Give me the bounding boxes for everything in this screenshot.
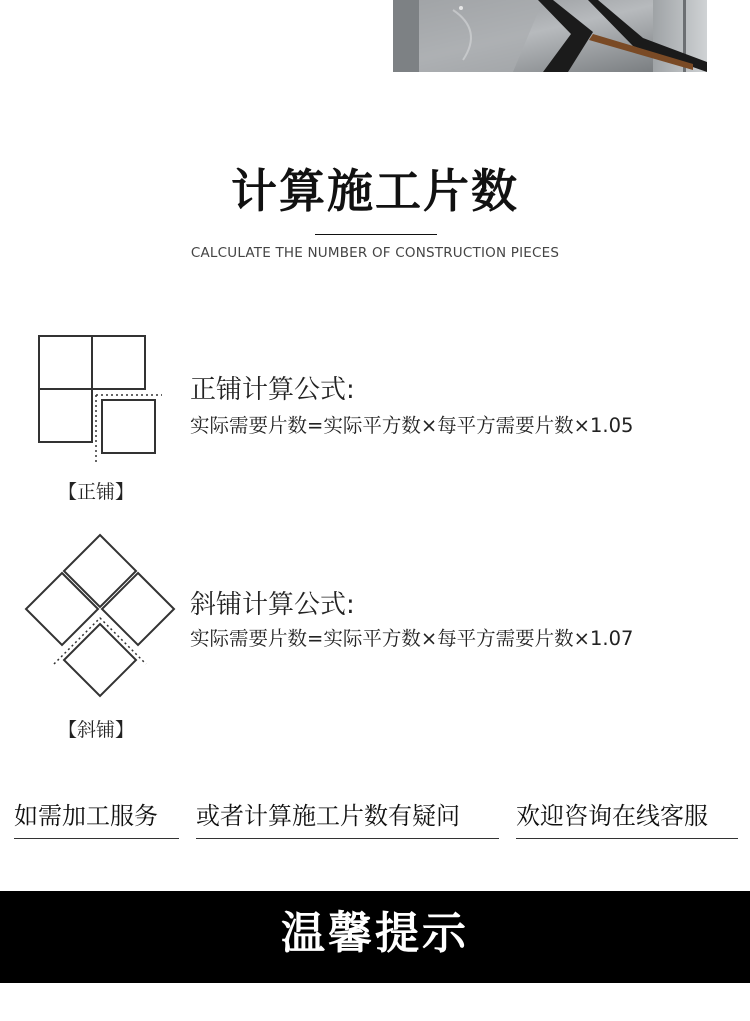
note-underline (516, 838, 738, 839)
diagonal-formula: 实际需要片数=实际平方数×每平方需要片数×1.07 (190, 627, 634, 650)
diagonal-formula-title: 斜铺计算公式: (190, 590, 355, 620)
straight-layout-diagram (30, 330, 170, 469)
diagonal-layout-diagram (20, 530, 180, 709)
note-processing-service: 如需加工服务 (14, 802, 158, 830)
note-underline (14, 838, 179, 839)
tips-banner-title: 温馨提示 (281, 908, 469, 959)
note-contact-support: 欢迎咨询在线客服 (516, 802, 708, 830)
note-calculation-question: 或者计算施工片数有疑问 (196, 802, 460, 830)
interior-photo (393, 0, 707, 72)
title-divider (315, 234, 437, 235)
straight-formula-title: 正铺计算公式: (190, 375, 355, 405)
note-underline (196, 838, 499, 839)
page-subtitle: CALCULATE THE NUMBER OF CONSTRUCTION PIECES (190, 245, 560, 261)
page-title: 计算施工片数 (231, 164, 519, 218)
straight-caption: 【正铺】 (58, 481, 135, 503)
straight-formula: 实际需要片数=实际平方数×每平方需要片数×1.05 (190, 414, 634, 437)
diagonal-caption: 【斜铺】 (58, 719, 135, 741)
